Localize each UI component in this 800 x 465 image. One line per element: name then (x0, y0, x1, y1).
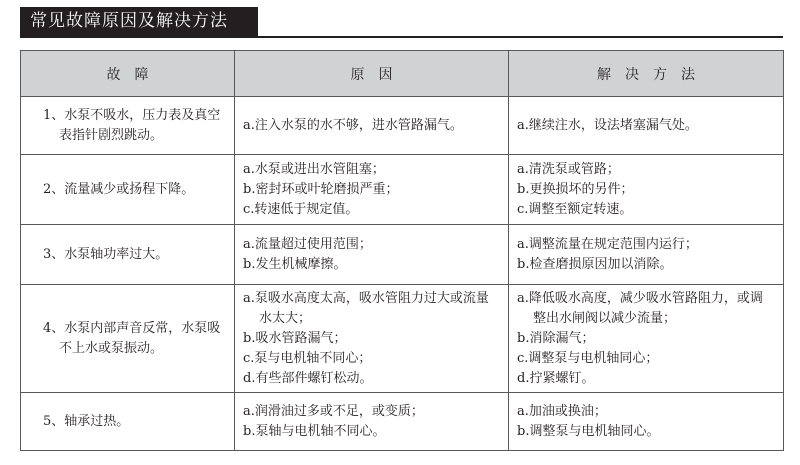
cause-cell (235, 225, 509, 285)
cause-cell (235, 393, 509, 451)
section-title: 常见故障原因及解决方法 (20, 7, 258, 36)
solution-item: a.继续注水，设法堵塞漏气处。 (517, 117, 698, 133)
fault-text: 1、水泵不吸水，压力表及真空表指针剧烈跳动。 (43, 107, 221, 143)
solution-item: a.清洗泵或管路； (517, 161, 620, 177)
solution-item: c.调整至额定转速。 (517, 201, 633, 217)
title-underline (20, 36, 783, 38)
fault-cell (21, 97, 235, 155)
fault-text: 2、流量减少或扬程下降。 (43, 181, 195, 197)
cause-cell (235, 155, 509, 225)
fault-cell (21, 393, 235, 451)
table-row (21, 97, 784, 155)
cause-item: b.泵轴与电机轴不同心。 (243, 423, 386, 439)
cause-item: a.润滑油过多或不足，或变质； (243, 403, 424, 419)
header-solution: 解决方法 (509, 51, 784, 97)
cause-item: b.发生机械摩擦。 (243, 256, 347, 272)
fault-cell (21, 225, 235, 285)
solution-cell (509, 285, 784, 393)
fault-table (20, 50, 784, 451)
table-row (21, 393, 784, 451)
fault-cell (21, 155, 235, 225)
solution-item: c.调整泵与电机轴同心； (517, 350, 659, 366)
solution-item: b.调整泵与电机轴同心。 (517, 423, 660, 439)
cause-item: b.吸水管路漏气； (243, 330, 347, 346)
table-row (21, 155, 784, 225)
solution-item: a.加油或换油； (517, 403, 607, 419)
solution-cell (509, 97, 784, 155)
table-header-row (21, 51, 784, 97)
fault-text: 3、水泵轴功率过大。 (43, 246, 169, 262)
solution-item: d.拧紧螺钉。 (517, 370, 595, 386)
cause-item: a.水泵或进出水管阻塞； (243, 161, 385, 177)
table-row (21, 285, 784, 393)
table-row (21, 225, 784, 285)
cause-item: c.转速低于规定值。 (243, 201, 359, 217)
solution-item: b.更换损坏的另件； (517, 181, 634, 197)
header-cause: 原因 (235, 51, 509, 97)
solution-item: a.降低吸水高度，减少吸水管路阻力，或调整出水闸阀以减少流量； (517, 290, 763, 326)
cause-item: c.泵与电机轴不同心； (243, 350, 372, 366)
solution-item: b.检查磨损原因加以消除。 (517, 256, 673, 272)
solution-cell (509, 393, 784, 451)
cause-item: a.流量超过使用范围； (243, 236, 372, 252)
cause-item: b.密封环或叶轮磨损严重； (243, 181, 399, 197)
cause-cell (235, 285, 509, 393)
fault-cell (21, 285, 235, 393)
cause-item: a.注入水泵的水不够，进水管路漏气。 (243, 117, 463, 133)
solution-item: b.消除漏气； (517, 330, 595, 346)
header-fault: 故障 (21, 51, 235, 97)
cause-item: d.有些部件螺钉松动。 (243, 370, 373, 386)
solution-item: a.调整流量在规定范围内运行； (517, 236, 698, 252)
solution-cell (509, 225, 784, 285)
fault-text: 5、轴承过热。 (43, 413, 130, 429)
cause-item: a.泵吸水高度太高，吸水管阻力过大或流量水太大； (243, 290, 489, 326)
cause-cell (235, 97, 509, 155)
fault-text: 4、水泵内部声音反常，水泵吸不上水或泵振动。 (43, 320, 221, 356)
solution-cell (509, 155, 784, 225)
